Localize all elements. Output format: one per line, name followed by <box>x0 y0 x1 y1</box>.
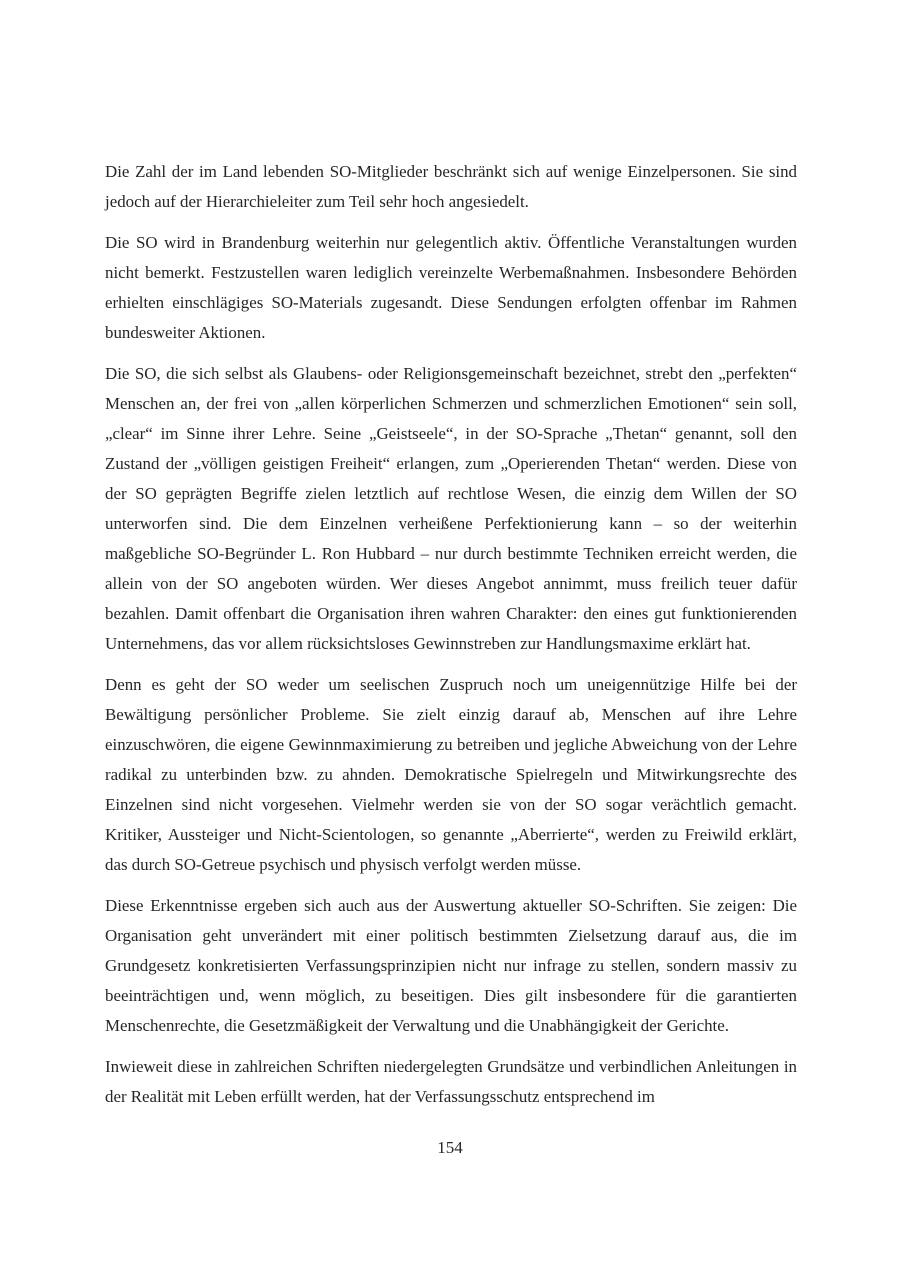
paragraph-findings: Diese Erkenntnisse ergeben sich auch aus der Auswertung aktueller SO-Schriften. Sie zeigen: Die Organisation geht unverändert mit einer politisch bestimmten Zielsetzung darauf aus, die im Grundgesetz konkretisierten Verfassungsprinzipien nicht nur infrage zu stellen, sondern massiv zu beeinträchtigen und, wenn möglich, zu beseitigen. Dies gilt insbesondere für die garantierten Menschenrechte, die Gesetzmäßigkeit der Verwaltung und die Unabhängigkeit der Gerichte. <box>105 896 797 1035</box>
paragraph-ideology: Die SO, die sich selbst als Glaubens- oder Religionsgemeinschaft bezeichnet, strebt den „perfekten“ Menschen an, der frei von „allen körperlichen Schmerzen und schmerzlichen Emotionen“ sein soll, „clear“ im Sinne ihrer Lehre. Seine „Geistseele“, in der SO-Sprache „Thetan“ genannt, soll den Zustand der „völligen geistigen Freiheit“ erlangen, zum „Operierenden Thetan“ werden. Diese von der SO geprägten Begriffe zielen letztlich auf rechtlose Wesen, die einzig dem Willen der SO unterworfen sind. Die dem Einzelnen verheißene Perfektionierung kann – so der weiterhin maßgebliche SO-Begründer L. Ron Hubbard – nur durch bestimmte Techniken erreicht werden, die allein von der SO angeboten würden. Wer dieses Angebot annimmt, muss freilich teuer dafür bezahlen. Damit offenbart die Organisation ihren wahren Charakter: den eines gut funktionierenden Unternehmens, das vor allem rücksichtsloses Gewinnstreben zur Handlungsmaxime erklärt hat. <box>105 364 797 653</box>
body-text <box>105 157 797 1123</box>
paragraph-activity: Die SO wird in Brandenburg weiterhin nur gelegentlich aktiv. Öffentliche Veranstaltungen wurden nicht bemerkt. Festzustellen waren lediglich vereinzelte Werbemaßnahmen. Insbesondere Behörden erhielten einschlägiges SO-Materials zugesandt. Diese Sendungen erfolgten offenbar im Rahmen bundesweiter Aktionen. <box>105 233 797 342</box>
paragraph-continuation: Inwieweit diese in zahlreichen Schriften niedergelegten Grundsätze und verbindlichen Anleitungen in der Realität mit Leben erfüllt werden, hat der Verfassungsschutz entsprechend im <box>105 1057 797 1106</box>
paragraph-goals: Denn es geht der SO weder um seelischen Zuspruch noch um uneigennützige Hilfe bei der Bewältigung persönlicher Probleme. Sie zielt einzig darauf ab, Menschen auf ihre Lehre einzuschwören, die eigene Gewinnmaximierung zu betreiben und jegliche Abweichung von der Lehre radikal zu unterbinden bzw. zu ahnden. Demokratische Spielregeln und Mitwirkungsrechte des Einzelnen sind nicht vorgesehen. Vielmehr werden sie von der SO sogar verächtlich gemacht. Kritiker, Aussteiger und Nicht-Scientologen, so genannte „Aberrierte“, werden zu Freiwild erklärt, das durch SO-Getreue psychisch und physisch verfolgt werden müsse. <box>105 675 797 874</box>
page-number: 154 <box>437 1138 463 1157</box>
paragraph-members: Die Zahl der im Land lebenden SO-Mitglieder beschränkt sich auf wenige Einzelpersonen. Sie sind jedoch auf der Hierarchieleiter zum Teil sehr hoch angesiedelt. <box>105 162 797 211</box>
